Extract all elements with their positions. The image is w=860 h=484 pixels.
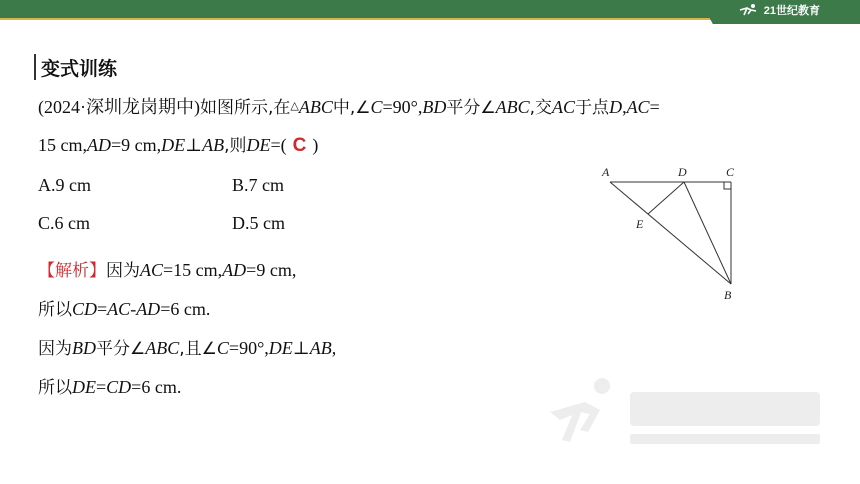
math-var: ABC xyxy=(298,97,333,117)
math-var: C xyxy=(216,338,229,358)
math-var: AD xyxy=(222,260,247,280)
segment-ab xyxy=(610,182,731,284)
math-var: AC xyxy=(140,260,164,280)
math-var: DE xyxy=(268,338,293,358)
point-c-label: C xyxy=(726,165,735,179)
question-text: =90°, xyxy=(382,97,423,117)
solution-text: - xyxy=(130,299,137,319)
page-title: 变式训练 xyxy=(41,57,118,80)
question-text: 于点 xyxy=(575,98,610,118)
perpendicular-symbol: ⊥ xyxy=(185,135,203,155)
point-e-label: E xyxy=(636,217,644,231)
solution-text: 因为 xyxy=(106,261,140,281)
math-var: AD xyxy=(136,299,161,319)
brand-logo-text: 21世纪教育 xyxy=(763,5,820,17)
right-angle-mark xyxy=(724,182,731,189)
heading-marker xyxy=(34,54,36,80)
math-var: AC xyxy=(552,97,576,117)
perpendicular-symbol: ⊥ xyxy=(292,338,310,358)
math-var: BD xyxy=(72,338,96,358)
solution-text: 平分∠ xyxy=(96,339,146,359)
math-var: DE xyxy=(246,135,271,155)
solution-text: 所以 xyxy=(38,300,72,320)
question-line-1 xyxy=(38,94,660,120)
solution-text: = xyxy=(96,377,107,397)
solution-text: =15 cm, xyxy=(163,260,223,280)
math-var: AC xyxy=(107,299,131,319)
math-var: C xyxy=(370,97,383,117)
solution-line-1 xyxy=(38,258,296,283)
math-var: CD xyxy=(72,299,98,319)
math-var: DE xyxy=(161,135,186,155)
solution-line-3 xyxy=(38,336,336,361)
triangle-symbol: △ xyxy=(290,100,299,112)
math-var: AD xyxy=(87,135,111,155)
question-text: , xyxy=(622,97,627,117)
answer-choice: C xyxy=(292,135,307,156)
segment-de xyxy=(648,182,684,214)
math-var: D xyxy=(609,97,623,117)
question-text: 中,∠ xyxy=(332,98,371,118)
option-d: D.5 cm xyxy=(232,213,285,233)
solution-line-2 xyxy=(38,297,210,322)
math-var: BD xyxy=(422,97,447,117)
math-var: AC xyxy=(626,97,650,117)
solution-text: 因为 xyxy=(38,339,72,359)
solution-text: = xyxy=(97,299,108,319)
solution-tag: 【解析】 xyxy=(38,261,106,281)
point-a-label: A xyxy=(602,165,610,179)
question-source: (2024·深圳龙岗期中) xyxy=(38,97,200,117)
point-d-label: D xyxy=(678,165,687,179)
math-var: AB xyxy=(202,135,225,155)
solution-line-4 xyxy=(38,375,181,400)
math-var: AB xyxy=(309,338,332,358)
solution-text: =6 cm. xyxy=(160,299,211,319)
question-text: =9 cm, xyxy=(111,135,162,155)
math-var: DE xyxy=(72,377,96,397)
solution-text: =90°, xyxy=(228,338,269,358)
question-text: = xyxy=(649,97,660,117)
math-var: CD xyxy=(106,377,132,397)
watermark-logo-icon xyxy=(540,372,840,462)
question-line-2 xyxy=(38,133,318,158)
question-text: 15 cm, xyxy=(38,135,87,155)
segment-bd xyxy=(684,182,731,284)
solution-text: =9 cm, xyxy=(246,260,297,280)
option-c: C.6 cm xyxy=(38,213,90,233)
solution-text: ,且∠ xyxy=(179,339,217,359)
solution-text: =6 cm. xyxy=(131,377,182,397)
point-b-label: B xyxy=(724,288,732,302)
question-text: =( xyxy=(270,135,287,155)
question-text: ,则 xyxy=(224,136,247,156)
question-text: 如图所示,在 xyxy=(199,98,291,118)
question-text: 平分∠ xyxy=(446,98,496,118)
runner-logo-icon xyxy=(738,3,760,17)
brand-logo xyxy=(738,2,820,18)
question-text: ) xyxy=(312,135,319,155)
option-b: B.7 cm xyxy=(232,175,284,195)
triangle-figure xyxy=(596,160,746,305)
math-var: ABC xyxy=(495,97,530,117)
solution-text: , xyxy=(331,338,337,358)
math-var: ABC xyxy=(145,338,180,358)
solution-text: 所以 xyxy=(38,378,72,398)
section-heading xyxy=(34,52,117,82)
option-a: A.9 cm xyxy=(38,175,91,195)
question-text: ,交 xyxy=(529,98,553,118)
